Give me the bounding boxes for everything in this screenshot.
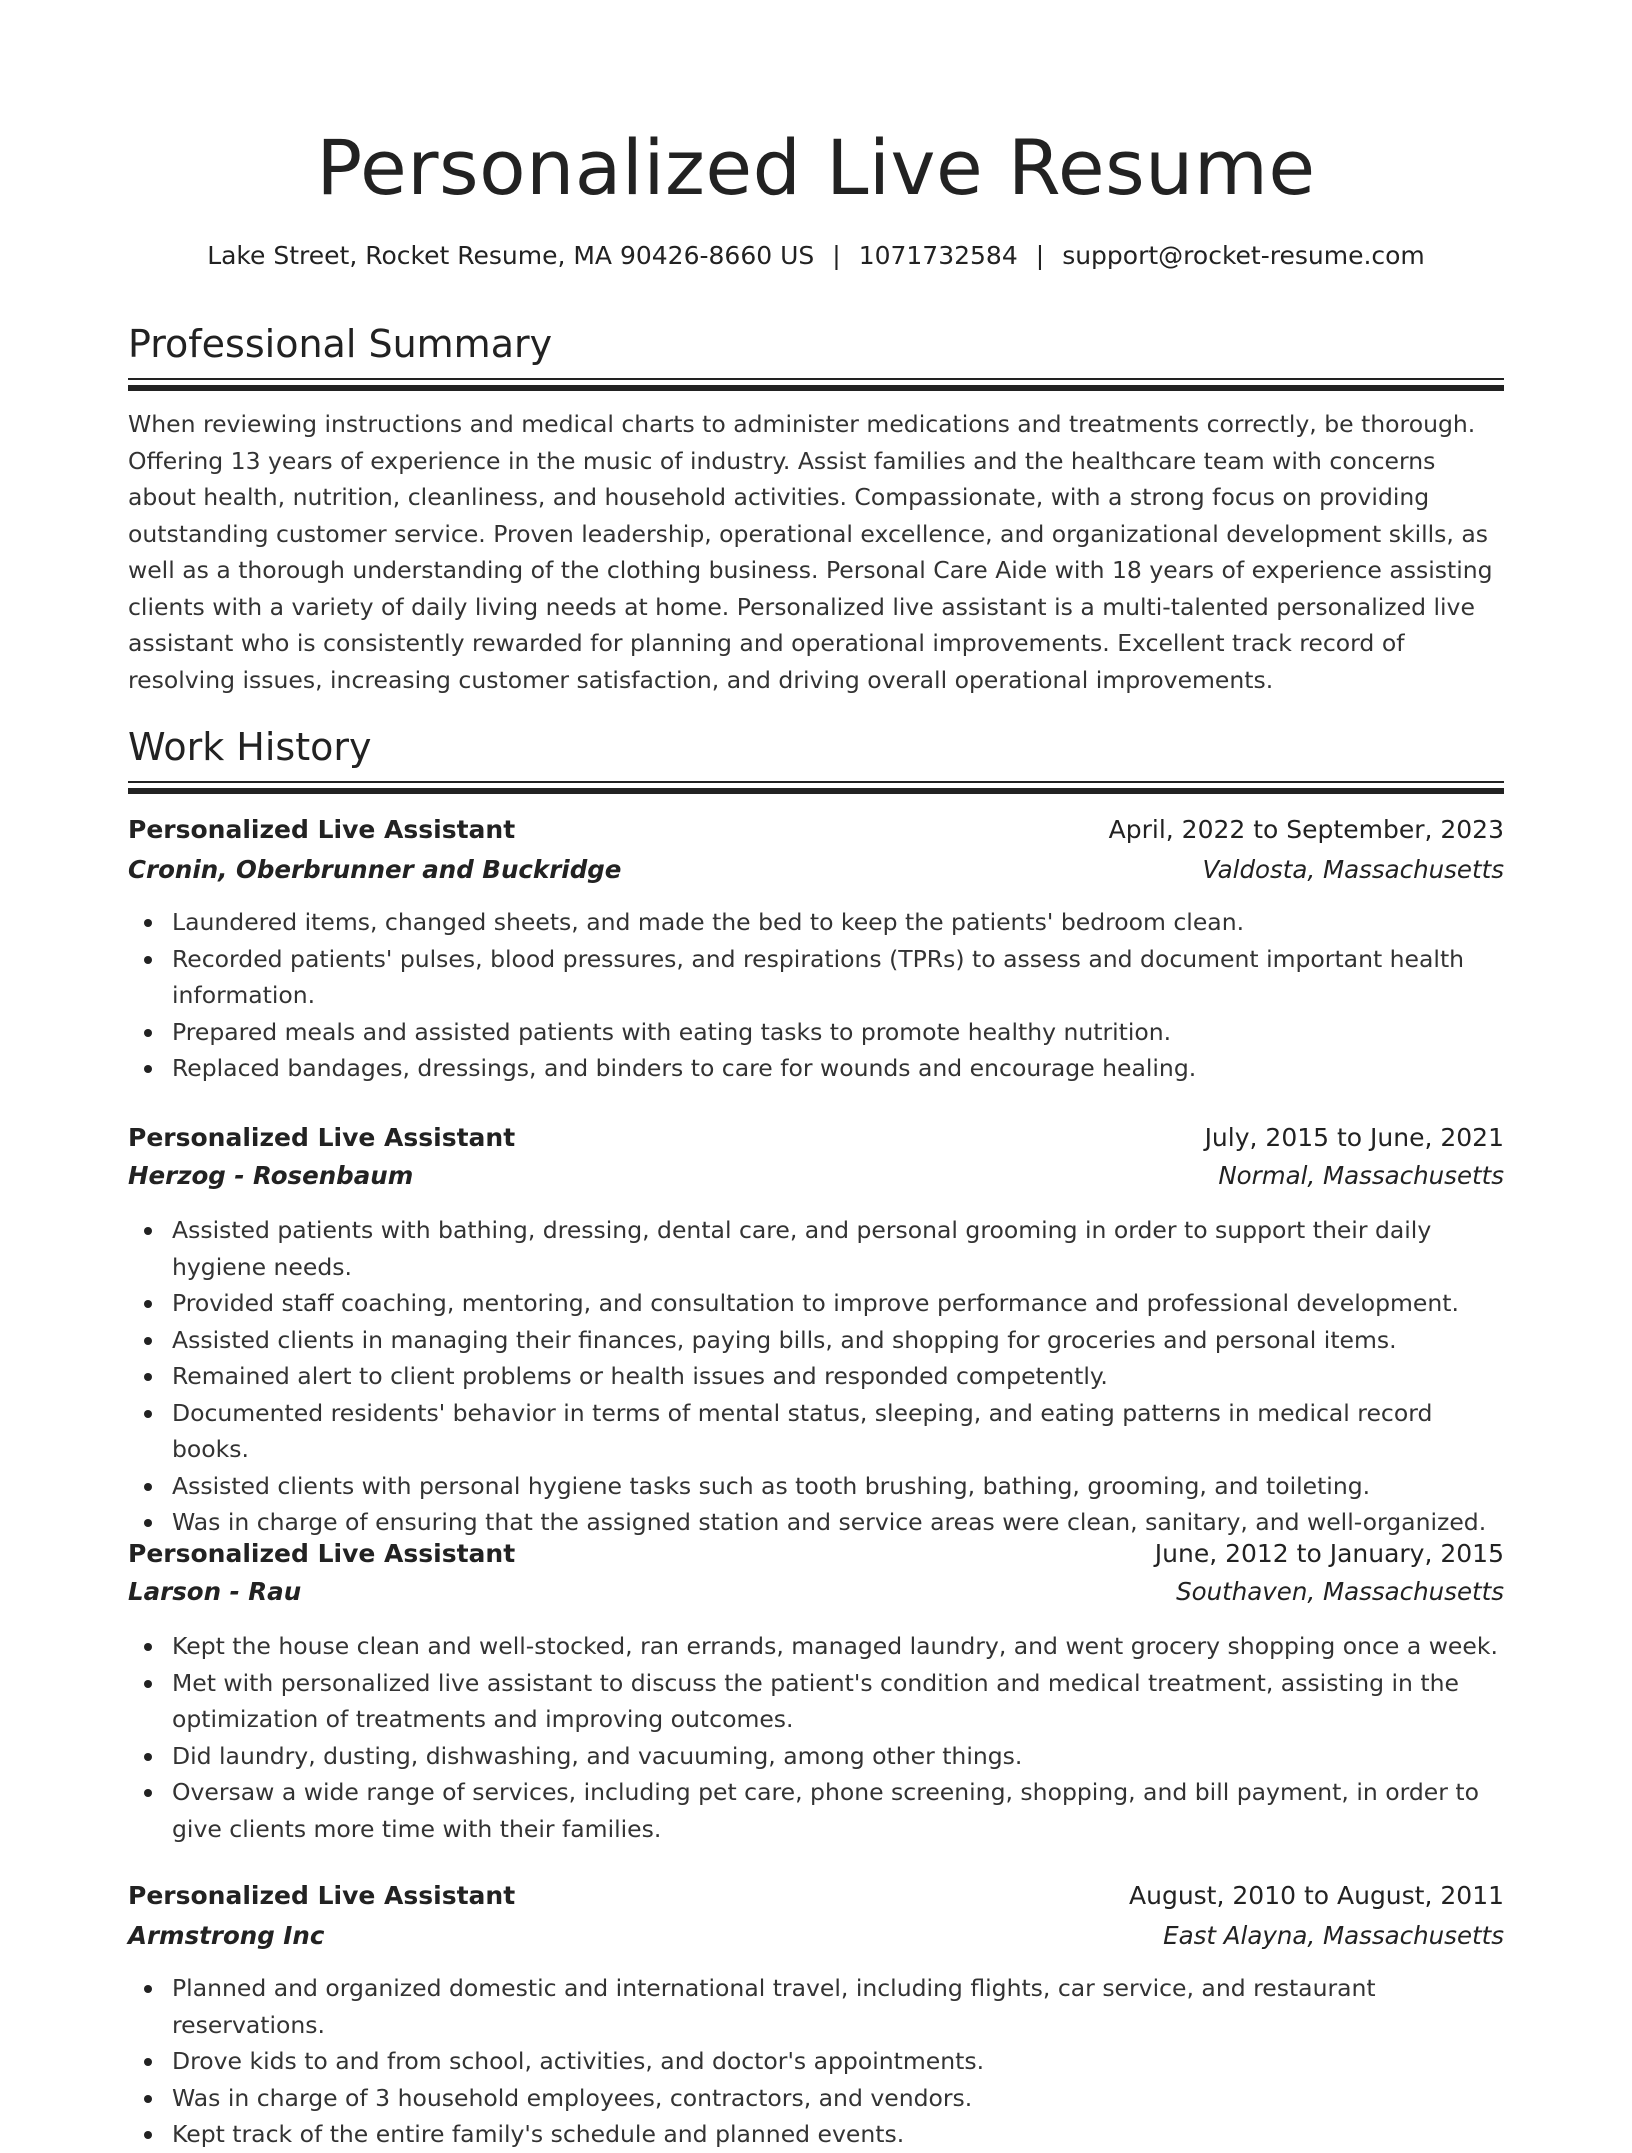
bullet-text: Recorded patients' pulses, blood pressures, and respirations (TPRs) to assess and document important health information. — [172, 944, 1465, 1009]
bullet-item — [128, 941, 1504, 1014]
bullet-icon — [144, 1065, 152, 1073]
job-title: Personalized Live Assistant — [128, 1539, 516, 1568]
job-title: Personalized Live Assistant — [128, 815, 516, 844]
job-company: Herzog - Rosenbaum — [128, 1161, 414, 1190]
bullet-text: Kept track of the entire family's schedule and planned events. — [172, 2120, 905, 2148]
bullet-icon — [144, 2095, 152, 2103]
bullet-item — [128, 1322, 1504, 1359]
job-company: Armstrong Inc — [128, 1921, 325, 1950]
bullet-item — [128, 1774, 1504, 1847]
address-text: Lake Street, Rocket Resume, MA 90426-8660 US — [207, 241, 815, 270]
bullet-text: Replaced bandages, dressings, and binders to care for wounds and encourage healing. — [172, 1054, 1197, 1082]
contact-separator: | — [832, 241, 841, 270]
job-title: Personalized Live Assistant — [128, 1881, 516, 1910]
bullet-text: Provided staff coaching, mentoring, and consultation to improve performance and professional development. — [172, 1289, 1459, 1317]
contact-separator: | — [1035, 241, 1045, 270]
summary-text: When reviewing instructions and medical charts to administer medications and treatments correctly, be thorough. Offering 13 years of experience in the music of industry. Assist families and the healthcare team with concerns about health, nutrition, cleanliness, and household activities. Compassionate, with a strong focus on providing outstanding customer service. Proven leadership, operational excellence, and organizational development skills, as well as a thorough understanding of the clothing business. Personal Care Aide with 18 years of experience assisting clients with a variety of daily living needs at home. Personalized live assistant is a multi-talented personalized live assistant who is consistently rewarded for planning and operational improvements. Excellent track record of resolving issues, increasing customer satisfaction, and driving overall operational improvements. — [128, 410, 1493, 694]
bullet-icon — [144, 1753, 152, 1761]
bullet-text: Prepared meals and assisted patients with eating tasks to promote healthy nutrition. — [172, 1017, 1172, 1046]
bullet-icon — [144, 1227, 152, 1235]
job-dates: April, 2022 to September, 2023 — [1108, 815, 1504, 844]
bullet-item — [128, 1628, 1504, 1665]
job-company: Cronin, Oberbrunner and Buckridge — [128, 855, 622, 884]
bullet-icon — [144, 956, 152, 964]
bullet-text: Oversaw a wide range of services, including pet care, phone screening, shopping, and bill payment, in order to give clients more time with their families. — [172, 1778, 1479, 1843]
job-title: Personalized Live Assistant — [128, 1123, 516, 1152]
bullet-item — [128, 1468, 1504, 1505]
bullet-text: Was in charge of ensuring that the assigned station and service areas were clean, sanitary, and well-organized. — [172, 1508, 1487, 1536]
bullet-item — [128, 1014, 1504, 1051]
bullet-icon — [144, 1029, 152, 1037]
contact-line — [0, 238, 1632, 274]
bullet-item — [128, 1212, 1504, 1285]
bullet-text: Did laundry, dusting, dishwashing, and vacuuming, among other things. — [172, 1741, 1023, 1770]
job-bullets — [128, 1212, 1504, 1541]
bullet-icon — [144, 1519, 152, 1527]
job-subheader — [128, 1573, 1504, 1611]
bullet-item — [128, 1050, 1504, 1087]
bullet-text: Was in charge of 3 household employees, contractors, and vendors. — [172, 2083, 973, 2112]
job-location: Southaven, Massachusetts — [1176, 1577, 1504, 1606]
bullet-text: Assisted patients with bathing, dressing, dental care, and personal grooming in order to support their daily hygiene needs. — [172, 1216, 1432, 1281]
job-header — [128, 1119, 1504, 1157]
work-history-heading: Work History — [128, 725, 372, 769]
bullet-item — [128, 1738, 1504, 1775]
job-location: Valdosta, Massachusetts — [1202, 855, 1504, 884]
summary-heading: Professional Summary — [128, 322, 553, 366]
bullet-icon — [144, 1337, 152, 1345]
bullet-text: Planned and organized domestic and international travel, including flights, car service, and restaurant reservations. — [172, 1974, 1376, 2039]
section-divider — [128, 788, 1504, 794]
email-link[interactable]: support@rocket-resume.com — [1062, 241, 1425, 270]
bullet-icon — [144, 1985, 152, 1993]
section-divider — [128, 385, 1504, 391]
job-dates: August, 2010 to August, 2011 — [1129, 1881, 1504, 1910]
job-dates: July, 2015 to June, 2021 — [1204, 1123, 1504, 1152]
bullet-icon — [144, 1643, 152, 1651]
bullet-icon — [144, 1410, 152, 1418]
bullet-text: Laundered items, changed sheets, and made the bed to keep the patients' bedroom clean. — [172, 908, 1245, 936]
job-dates: June, 2012 to January, 2015 — [1154, 1539, 1504, 1568]
bullet-text: Assisted clients with personal hygiene tasks such as tooth brushing, bathing, grooming, and toileting. — [172, 1471, 1371, 1500]
section-divider — [128, 378, 1504, 380]
bullet-icon — [144, 1300, 152, 1308]
bullet-item — [128, 1665, 1504, 1738]
bullet-text: Remained alert to client problems or health issues and responded competently. — [172, 1362, 1108, 1390]
job-bullets — [128, 904, 1504, 1087]
bullet-item — [128, 904, 1504, 941]
bullet-item — [128, 1358, 1504, 1395]
bullet-item — [128, 1395, 1504, 1468]
bullet-item — [128, 2080, 1504, 2117]
bullet-text: Kept the house clean and well-stocked, ran errands, managed laundry, and went grocery shopping once a week. — [172, 1632, 1498, 1660]
bullet-text: Drove kids to and from school, activities, and doctor's appointments. — [172, 2047, 985, 2075]
bullet-icon — [144, 1483, 152, 1491]
job-header — [128, 1535, 1504, 1573]
bullet-icon — [144, 1373, 152, 1381]
job-location: Normal, Massachusetts — [1218, 1161, 1504, 1190]
bullet-item — [128, 1970, 1504, 2043]
phone-text: 1071732584 — [858, 241, 1018, 270]
bullet-icon — [144, 2058, 152, 2066]
bullet-icon — [144, 919, 152, 927]
section-divider — [128, 781, 1504, 783]
job-company: Larson - Rau — [128, 1577, 302, 1606]
bullet-text: Met with personalized live assistant to discuss the patient's condition and medical treatment, assisting in the optimization of treatments and improving outcomes. — [172, 1668, 1459, 1733]
bullet-item — [128, 2116, 1504, 2153]
resume-title: Personalized Live Resume — [316, 123, 1316, 212]
bullet-icon — [144, 1789, 152, 1797]
job-header — [128, 1877, 1504, 1915]
bullet-item — [128, 2043, 1504, 2080]
job-header — [128, 811, 1504, 849]
bullet-text: Documented residents' behavior in terms of mental status, sleeping, and eating patterns in medical record books. — [172, 1398, 1433, 1463]
bullet-text: Assisted clients in managing their finances, paying bills, and shopping for groceries and personal items. — [172, 1325, 1397, 1354]
bullet-icon — [144, 1680, 152, 1688]
job-location: East Alayna, Massachusetts — [1163, 1921, 1504, 1950]
job-subheader — [128, 1917, 1504, 1955]
job-bullets — [128, 1628, 1504, 1847]
bullet-item — [128, 1285, 1504, 1322]
job-bullets — [128, 1970, 1504, 2153]
bullet-icon — [144, 2131, 152, 2139]
job-subheader — [128, 1157, 1504, 1195]
job-subheader — [128, 851, 1504, 889]
